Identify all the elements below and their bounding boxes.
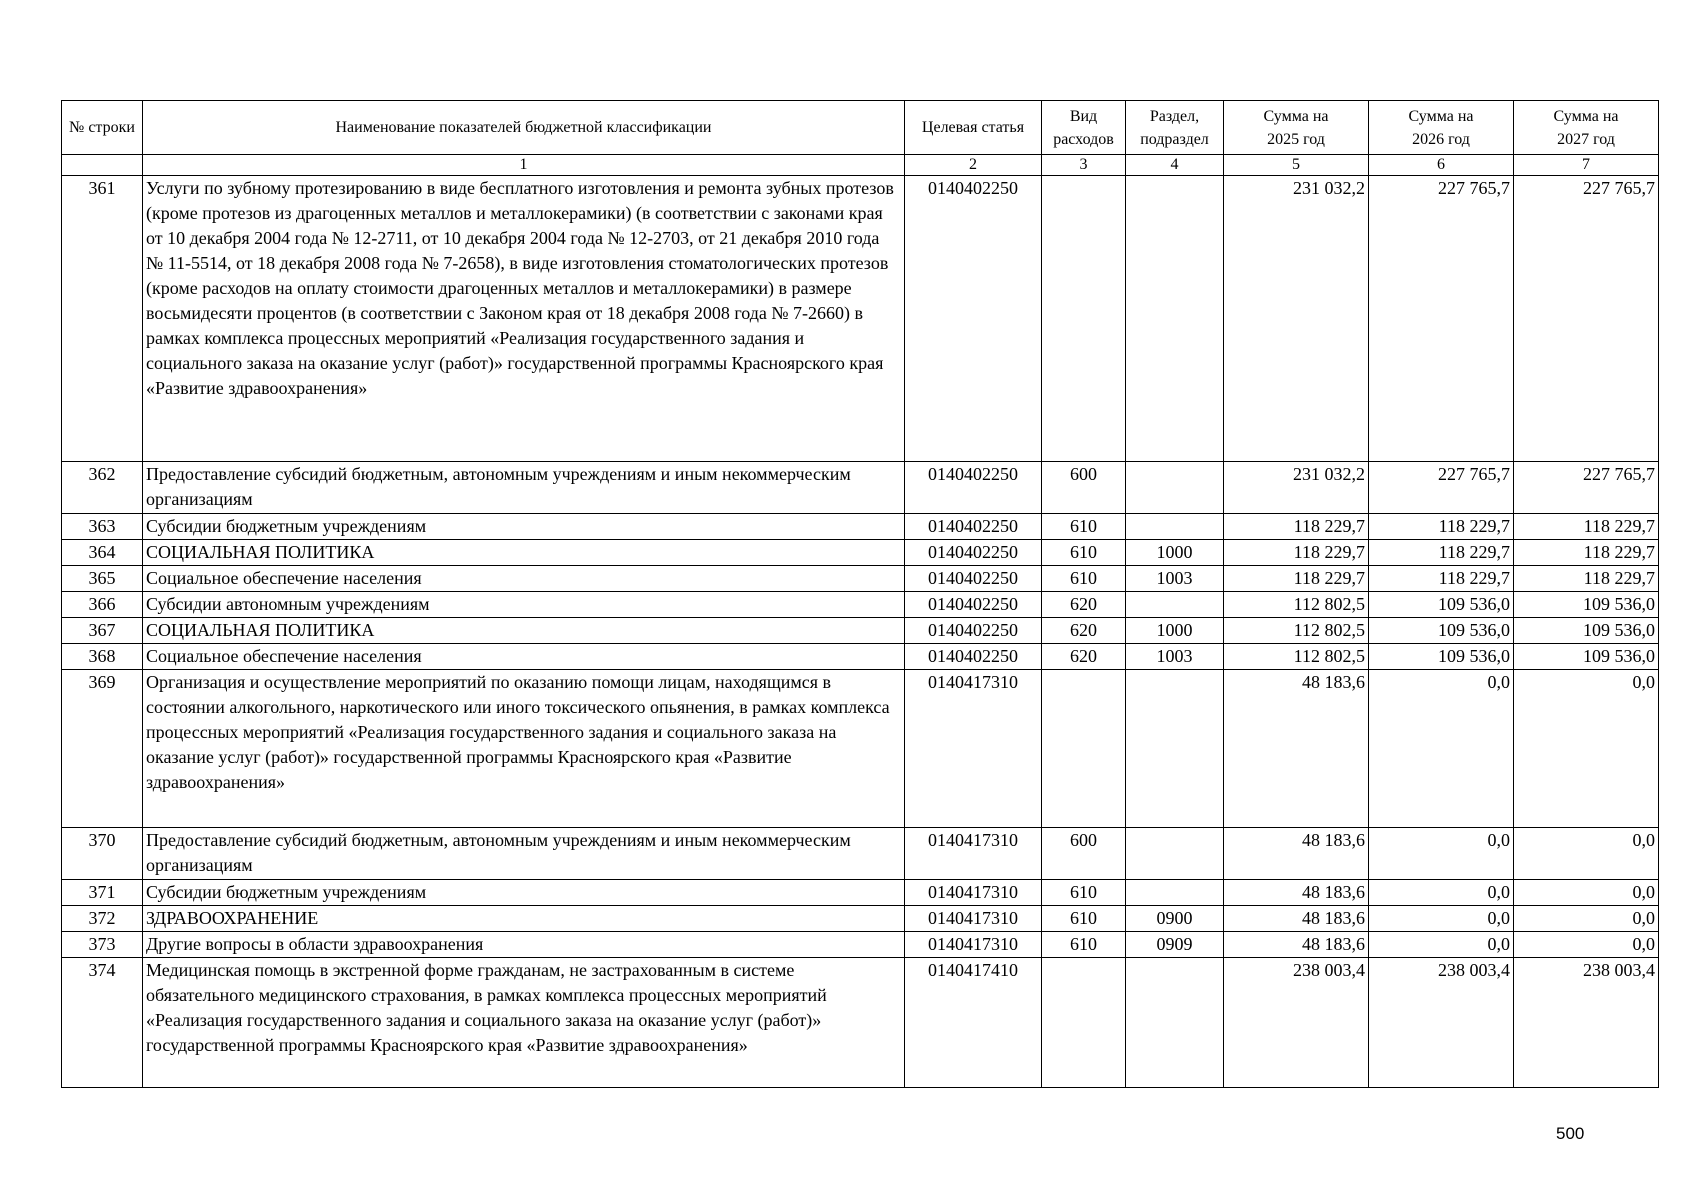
row-number-cell: 368 xyxy=(62,644,143,670)
row-number-cell: 365 xyxy=(62,566,143,592)
target-article-cell: 0140417310 xyxy=(905,906,1042,932)
column-number-blank xyxy=(62,155,143,176)
section-cell: 1000 xyxy=(1126,540,1224,566)
header-sum-2027: Сумма на 2027 год xyxy=(1514,101,1659,155)
sum-2025-cell: 112 802,5 xyxy=(1224,618,1369,644)
sum-2026-cell: 109 536,0 xyxy=(1369,592,1514,618)
sum-2026-cell: 0,0 xyxy=(1369,932,1514,958)
expense-type-cell: 610 xyxy=(1042,932,1126,958)
sum-2026-cell: 227 765,7 xyxy=(1369,176,1514,462)
row-number-cell: 370 xyxy=(62,828,143,880)
column-number: 1 xyxy=(143,155,905,176)
sum-2025-cell: 48 183,6 xyxy=(1224,880,1369,906)
table-row xyxy=(62,932,1659,958)
section-cell: 0900 xyxy=(1126,906,1224,932)
sum-2026-cell: 238 003,4 xyxy=(1369,958,1514,1088)
sum-2027-cell: 109 536,0 xyxy=(1514,618,1659,644)
header-sum-2026: Сумма на 2026 год xyxy=(1369,101,1514,155)
section-cell xyxy=(1126,514,1224,540)
sum-2027-cell: 0,0 xyxy=(1514,828,1659,880)
target-article-cell: 0140402250 xyxy=(905,176,1042,462)
table-row xyxy=(62,880,1659,906)
sum-2027-cell: 0,0 xyxy=(1514,906,1659,932)
name-cell: Организация и осуществление мероприятий по оказанию помощи лицам, находящимся в состоянии алкогольного, наркотического или иного токсического опьянения, в рамках комплекса процессных мероприятий «Реализация государственного задания и социального заказа на оказание услуг (работ)» государственной программы Красноярского края «Развитие здравоохранения» xyxy=(143,670,905,828)
name-cell: Предоставление субсидий бюджетным, автономным учреждениям и иным некоммерческим организациям xyxy=(143,828,905,880)
section-cell: 1003 xyxy=(1126,566,1224,592)
name-cell: ЗДРАВООХРАНЕНИЕ xyxy=(143,906,905,932)
target-article-cell: 0140402250 xyxy=(905,566,1042,592)
column-number: 2 xyxy=(905,155,1042,176)
header-row xyxy=(62,101,1659,155)
section-cell xyxy=(1126,958,1224,1088)
sum-2026-cell: 109 536,0 xyxy=(1369,644,1514,670)
sum-2027-cell: 118 229,7 xyxy=(1514,514,1659,540)
sum-2025-cell: 118 229,7 xyxy=(1224,566,1369,592)
sum-2027-cell: 118 229,7 xyxy=(1514,566,1659,592)
sum-2026-cell: 0,0 xyxy=(1369,906,1514,932)
sum-2026-cell: 118 229,7 xyxy=(1369,566,1514,592)
expense-type-cell: 600 xyxy=(1042,828,1126,880)
table-body xyxy=(62,176,1659,1088)
target-article-cell: 0140417310 xyxy=(905,670,1042,828)
name-cell: Субсидии бюджетным учреждениям xyxy=(143,880,905,906)
name-cell: Другие вопросы в области здравоохранения xyxy=(143,932,905,958)
sum-2026-cell: 0,0 xyxy=(1369,670,1514,828)
sum-2026-cell: 118 229,7 xyxy=(1369,540,1514,566)
row-number-cell: 367 xyxy=(62,618,143,644)
sum-2027-cell: 227 765,7 xyxy=(1514,462,1659,514)
target-article-cell: 0140402250 xyxy=(905,618,1042,644)
row-number-cell: 364 xyxy=(62,540,143,566)
header-section: Раздел, подраздел xyxy=(1126,101,1224,155)
expense-type-cell: 610 xyxy=(1042,540,1126,566)
expense-type-cell xyxy=(1042,958,1126,1088)
header-expense-type: Вид расходов xyxy=(1042,101,1126,155)
sum-2027-cell: 227 765,7 xyxy=(1514,176,1659,462)
sum-2025-cell: 231 032,2 xyxy=(1224,462,1369,514)
target-article-cell: 0140417410 xyxy=(905,958,1042,1088)
column-number: 3 xyxy=(1042,155,1126,176)
sum-2025-cell: 118 229,7 xyxy=(1224,540,1369,566)
table-row xyxy=(62,828,1659,880)
section-cell: 0909 xyxy=(1126,932,1224,958)
target-article-cell: 0140402250 xyxy=(905,592,1042,618)
name-cell: Субсидии бюджетным учреждениям xyxy=(143,514,905,540)
table-row xyxy=(62,670,1659,828)
table-row xyxy=(62,176,1659,462)
expense-type-cell: 620 xyxy=(1042,618,1126,644)
sum-2027-cell: 109 536,0 xyxy=(1514,644,1659,670)
target-article-cell: 0140402250 xyxy=(905,540,1042,566)
sum-2027-cell: 238 003,4 xyxy=(1514,958,1659,1088)
target-article-cell: 0140417310 xyxy=(905,932,1042,958)
row-number-cell: 369 xyxy=(62,670,143,828)
row-number-cell: 374 xyxy=(62,958,143,1088)
sum-2025-cell: 238 003,4 xyxy=(1224,958,1369,1088)
row-number-cell: 363 xyxy=(62,514,143,540)
name-cell: Медицинская помощь в экстренной форме гражданам, не застрахованным в системе обязательного медицинского страхования, в рамках комплекса процессных мероприятий «Реализация государственного задания и социального заказа на оказание услуг (работ)» государственной программы Красноярского края «Развитие здравоохранения» xyxy=(143,958,905,1088)
header-row-number: № строки xyxy=(62,101,143,155)
column-number: 5 xyxy=(1224,155,1369,176)
table-row xyxy=(62,906,1659,932)
sum-2027-cell: 109 536,0 xyxy=(1514,592,1659,618)
row-number-cell: 361 xyxy=(62,176,143,462)
target-article-cell: 0140402250 xyxy=(905,462,1042,514)
column-number: 6 xyxy=(1369,155,1514,176)
row-number-cell: 366 xyxy=(62,592,143,618)
section-cell: 1003 xyxy=(1126,644,1224,670)
sum-2027-cell: 0,0 xyxy=(1514,670,1659,828)
table-row xyxy=(62,618,1659,644)
name-cell: Социальное обеспечение населения xyxy=(143,644,905,670)
table-row xyxy=(62,566,1659,592)
expense-type-cell xyxy=(1042,176,1126,462)
sum-2025-cell: 48 183,6 xyxy=(1224,906,1369,932)
expense-type-cell: 610 xyxy=(1042,880,1126,906)
section-cell xyxy=(1126,828,1224,880)
row-number-cell: 371 xyxy=(62,880,143,906)
sum-2026-cell: 109 536,0 xyxy=(1369,618,1514,644)
table-row xyxy=(62,462,1659,514)
budget-classification-table xyxy=(61,100,1659,1088)
row-number-cell: 362 xyxy=(62,462,143,514)
sum-2025-cell: 112 802,5 xyxy=(1224,592,1369,618)
expense-type-cell: 600 xyxy=(1042,462,1126,514)
target-article-cell: 0140402250 xyxy=(905,514,1042,540)
sum-2026-cell: 0,0 xyxy=(1369,828,1514,880)
sum-2026-cell: 118 229,7 xyxy=(1369,514,1514,540)
target-article-cell: 0140417310 xyxy=(905,880,1042,906)
expense-type-cell: 610 xyxy=(1042,566,1126,592)
row-number-cell: 373 xyxy=(62,932,143,958)
sum-2027-cell: 118 229,7 xyxy=(1514,540,1659,566)
table-row xyxy=(62,540,1659,566)
column-number: 7 xyxy=(1514,155,1659,176)
sum-2025-cell: 118 229,7 xyxy=(1224,514,1369,540)
section-cell xyxy=(1126,670,1224,828)
name-cell: СОЦИАЛЬНАЯ ПОЛИТИКА xyxy=(143,618,905,644)
header-target-article: Целевая статья xyxy=(905,101,1042,155)
section-cell xyxy=(1126,592,1224,618)
sum-2027-cell: 0,0 xyxy=(1514,880,1659,906)
column-number-row xyxy=(62,155,1659,176)
name-cell: Предоставление субсидий бюджетным, автономным учреждениям и иным некоммерческим организациям xyxy=(143,462,905,514)
table-row xyxy=(62,644,1659,670)
target-article-cell: 0140402250 xyxy=(905,644,1042,670)
table-row xyxy=(62,592,1659,618)
sum-2025-cell: 112 802,5 xyxy=(1224,644,1369,670)
expense-type-cell: 620 xyxy=(1042,644,1126,670)
expense-type-cell xyxy=(1042,670,1126,828)
column-number: 4 xyxy=(1126,155,1224,176)
header-name: Наименование показателей бюджетной классификации xyxy=(143,101,905,155)
target-article-cell: 0140417310 xyxy=(905,828,1042,880)
name-cell: Социальное обеспечение населения xyxy=(143,566,905,592)
sum-2025-cell: 48 183,6 xyxy=(1224,932,1369,958)
sum-2027-cell: 0,0 xyxy=(1514,932,1659,958)
section-cell xyxy=(1126,880,1224,906)
name-cell: Субсидии автономным учреждениям xyxy=(143,592,905,618)
header-sum-2025: Сумма на 2025 год xyxy=(1224,101,1369,155)
expense-type-cell: 610 xyxy=(1042,514,1126,540)
expense-type-cell: 620 xyxy=(1042,592,1126,618)
page-number: 500 xyxy=(1556,1124,1585,1143)
table-row xyxy=(62,958,1659,1088)
section-cell xyxy=(1126,462,1224,514)
name-cell: Услуги по зубному протезированию в виде бесплатного изготовления и ремонта зубных протезов (кроме протезов из драгоценных металлов и металлокерамики) (в соответствии с законами края от 10 декабря 2004 года № 12-2711, от 10 декабря 2004 года № 12-2703, от 21 декабря 2010 года № 11-5514, от 18 декабря 2008 года № 7-2658), в виде изготовления стоматологических протезов (кроме расходов на оплату стоимости драгоценных металлов и металлокерамики) в размере восьмидесяти процентов (в соответствии с Законом края от 18 декабря 2008 года № 7-2660) в рамках комплекса процессных мероприятий «Реализация государственного задания и социального заказа на оказание услуг (работ)» государственной программы Красноярского края «Развитие здравоохранения» xyxy=(143,176,905,462)
name-cell: СОЦИАЛЬНАЯ ПОЛИТИКА xyxy=(143,540,905,566)
section-cell: 1000 xyxy=(1126,618,1224,644)
sum-2026-cell: 227 765,7 xyxy=(1369,462,1514,514)
sum-2025-cell: 48 183,6 xyxy=(1224,828,1369,880)
sum-2025-cell: 48 183,6 xyxy=(1224,670,1369,828)
table-row xyxy=(62,514,1659,540)
row-number-cell: 372 xyxy=(62,906,143,932)
expense-type-cell: 610 xyxy=(1042,906,1126,932)
sum-2025-cell: 231 032,2 xyxy=(1224,176,1369,462)
sum-2026-cell: 0,0 xyxy=(1369,880,1514,906)
section-cell xyxy=(1126,176,1224,462)
